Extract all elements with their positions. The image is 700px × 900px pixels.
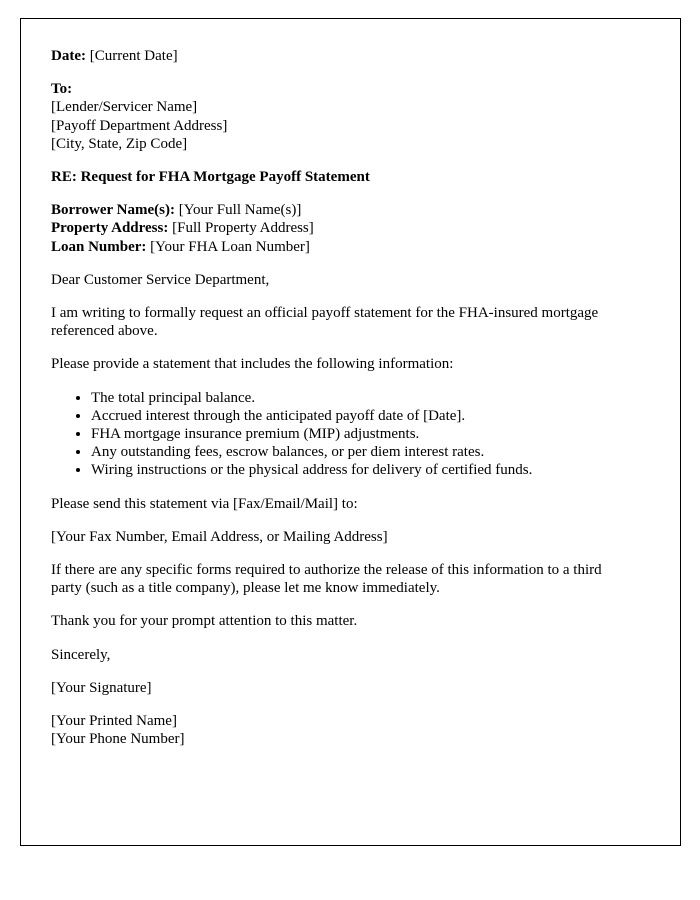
intro-paragraph: I am writing to formally request an official payoff statement for the FHA-insured mortgage referenced above. <box>51 305 599 340</box>
recipient-name: [Lender/Servicer Name] <box>51 99 198 116</box>
printed-name: [Your Printed Name] <box>51 713 177 730</box>
list-intro-paragraph: Please provide a statement that includes the following information: <box>51 356 454 373</box>
list-item: • Accrued interest through the anticipated payoff date of [Date]. <box>91 407 635 425</box>
signature-placeholder: [Your Signature] <box>51 679 152 696</box>
date-label: Date: <box>51 48 86 64</box>
recipient-address: [Payoff Department Address] <box>51 117 228 134</box>
letter-document <box>20 18 681 846</box>
to-label: To: <box>51 81 73 98</box>
thanks-paragraph: Thank you for your prompt attention to this matter. <box>51 613 358 630</box>
loan-number-value: [Your FHA Loan Number] <box>146 238 310 255</box>
borrower-label: Borrower Name(s): <box>51 202 175 219</box>
date-value: [Current Date] <box>85 48 178 64</box>
loan-number-label: Loan Number: <box>51 238 147 255</box>
send-method-paragraph: Please send this statement via [Fax/Email/Mail] to: <box>51 495 358 512</box>
subject-line: RE: Request for FHA Mortgage Payoff Statement <box>51 169 370 186</box>
borrower-line <box>51 201 635 219</box>
closing: Sincerely, <box>51 646 111 663</box>
phone-number: [Your Phone Number] <box>51 731 185 748</box>
third-party-paragraph: If there are any specific forms required to authorize the release of this information to a third party (such as a title company), please let me know immediately. <box>51 562 602 597</box>
requested-items-list <box>51 389 635 480</box>
property-line <box>51 219 635 237</box>
date-line <box>51 47 635 65</box>
recipient-city-state-zip: [City, State, Zip Code] <box>51 135 188 152</box>
recipient-block <box>51 80 635 153</box>
list-item: • The total principal balance. <box>91 389 635 407</box>
list-item: • Any outstanding fees, escrow balances, or per diem interest rates. <box>91 443 635 461</box>
salutation: Dear Customer Service Department, <box>51 271 270 288</box>
list-item: • Wiring instructions or the physical address for delivery of certified funds. <box>91 461 635 479</box>
loan-number-line <box>51 238 635 256</box>
borrower-value: [Your Full Name(s)] <box>174 202 302 219</box>
property-value: [Full Property Address] <box>168 220 314 237</box>
contact-placeholder: [Your Fax Number, Email Address, or Mailing Address] <box>51 528 388 545</box>
list-item: • FHA mortgage insurance premium (MIP) adjustments. <box>91 425 635 443</box>
property-label: Property Address: <box>51 220 169 237</box>
loan-info-block <box>51 201 635 256</box>
signature-block <box>51 712 635 748</box>
